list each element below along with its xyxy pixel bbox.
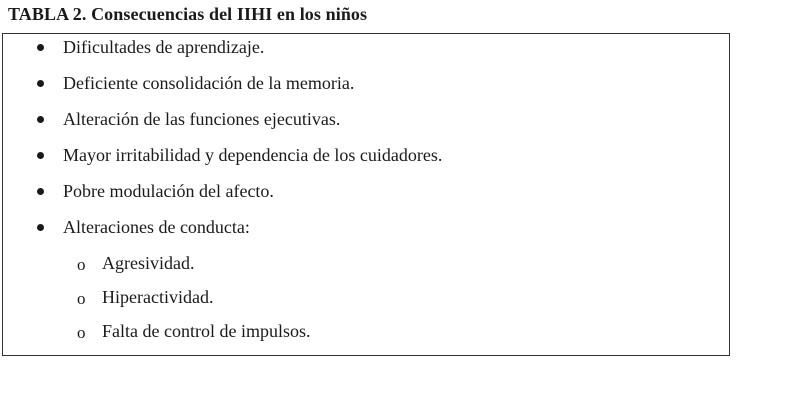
list-item: Dificultades de aprendizaje. [63, 37, 265, 57]
list-item: Deficiente consolidación de la memoria. [63, 73, 355, 93]
table-title: TABLA 2. Consecuencias del IIHI en los niños [8, 4, 368, 24]
list-item: Alteración de las funciones ejecutivas. [63, 109, 341, 129]
bullet-icon [37, 188, 44, 195]
sub-bullet-icon: o [77, 255, 86, 274]
sub-list-item: Hiperactividad. [102, 287, 214, 307]
consequences-box [2, 33, 730, 356]
sub-list-item: Falta de control de impulsos. [102, 321, 311, 341]
sub-bullet-icon: o [77, 323, 86, 342]
bullet-icon [37, 80, 44, 87]
list-item: Alteraciones de conducta: [63, 217, 250, 237]
bullet-icon [37, 116, 44, 123]
list-item: Pobre modulación del afecto. [63, 181, 274, 201]
sub-bullet-icon: o [77, 289, 86, 308]
list-item: Mayor irritabilidad y dependencia de los cuidadores. [63, 145, 443, 165]
sub-list-item: Agresividad. [102, 253, 195, 273]
bullet-icon [37, 152, 44, 159]
bullet-icon [37, 224, 44, 231]
bullet-icon [37, 44, 44, 51]
